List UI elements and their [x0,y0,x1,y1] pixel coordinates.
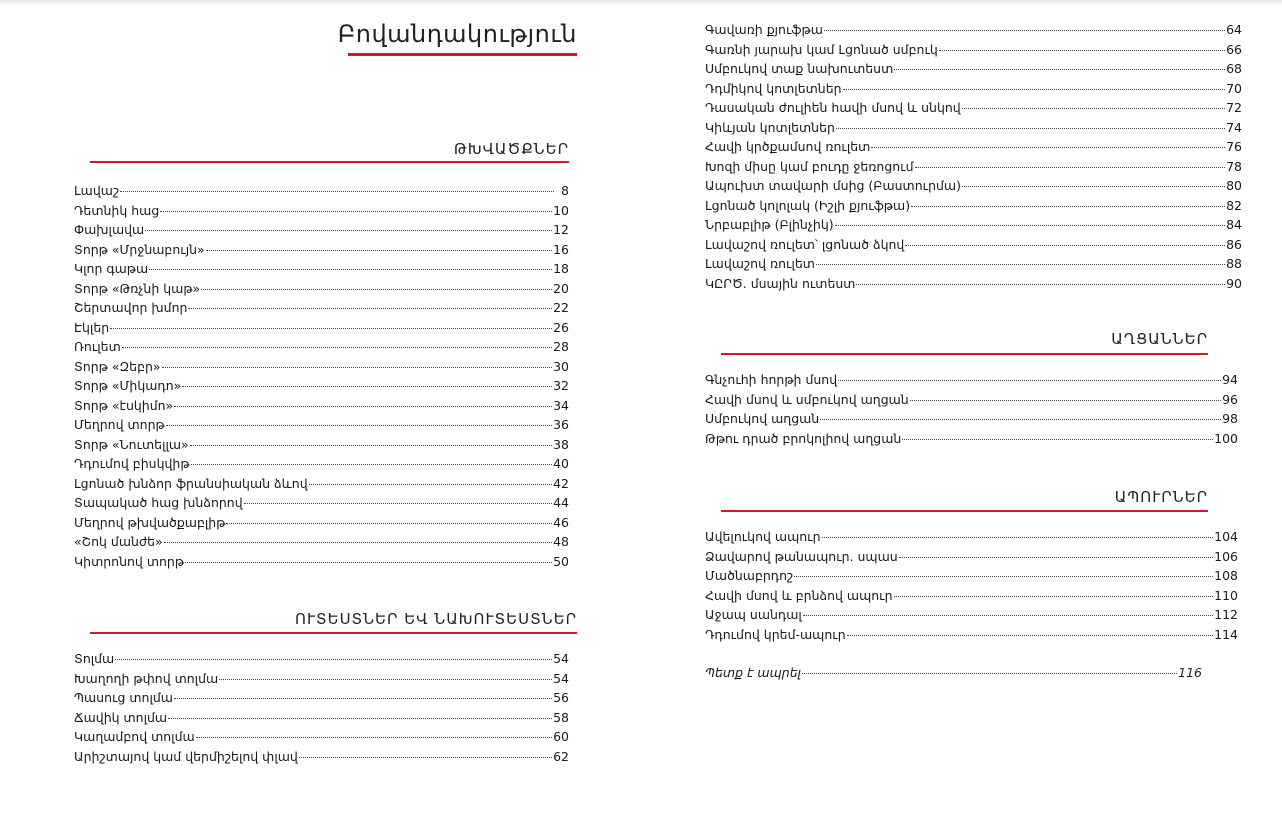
toc-entry [74,201,569,221]
toc-leader-dots [802,672,1177,674]
toc-leader-dots [185,561,552,563]
toc-entry-page-number: 72 [1226,100,1242,115]
toc-entry-page-number: 20 [553,280,569,296]
toc-entry-title: Պետք է ապրել [705,665,802,680]
toc-entry-page-number: 116 [1178,665,1202,680]
toc-entry-title: Լավաշով ռուլետ՝ լցոնած ձկով [705,236,905,252]
toc-entry-page-number: 112 [1214,607,1238,622]
toc-entry-page-number: 114 [1214,626,1238,642]
toc-entry [74,357,569,377]
toc-entry [74,376,569,396]
toc-entry-page-number: 54 [553,651,569,666]
toc-list [705,20,1242,293]
toc-entry [74,454,569,474]
toc-entry-title: Դդմիկով կոտլետներ [705,80,842,96]
toc-entry [705,390,1238,410]
toc-leader-dots [835,224,1225,226]
toc-entry [74,279,569,299]
toc-entry-title: Լցոնած խնձոր ֆրանսիական ձևով [74,475,308,491]
toc-leader-dots [188,307,552,309]
toc-list [705,370,1238,448]
toc-entry [74,688,569,708]
toc-entry-title: Խաղողի թփով տոլմա [74,670,219,686]
toc-entry [74,708,569,728]
toc-entry-page-number: 74 [1226,119,1242,135]
section-soups [705,488,1238,648]
toc-leader-dots [847,634,1214,636]
toc-leader-dots [856,283,1225,285]
toc-entry-title: «Շոկ մանժե» [74,534,163,549]
toc-leader-dots [838,379,1221,381]
toc-entry-title: Հավի մսով և բրնձով ապուր [705,587,893,603]
toc-leader-dots [115,658,552,660]
toc-entry-page-number: 30 [553,358,569,374]
toc-list [74,649,569,766]
toc-entry-page-number: 82 [1226,197,1242,213]
toc-entry-page-number: 90 [1226,275,1242,291]
toc-entry-title: Լավաշ [74,183,120,198]
toc-entry-title: Գավառի քյուֆթա [705,22,823,37]
toc-entry-title: Ռուլետ [74,339,121,354]
toc-leader-dots [168,717,552,719]
toc-entry-title: Պասուց տոլմա [74,690,173,705]
toc-entry-title: Դդումով կրեմ-ապուր [705,626,846,642]
toc-entry-title: Տորթ «Մրջնաբույն» [74,241,205,257]
toc-entry-page-number: 60 [553,729,569,744]
toc-entry-page-number: 54 [553,670,569,686]
toc-leader-dots [110,327,552,329]
toc-leader-dots [894,68,1225,70]
toc-leader-dots [196,736,552,738]
section-main-dishes [74,610,577,770]
toc-leader-dots [824,29,1225,31]
toc-entry-page-number: 28 [553,339,569,354]
section-rule [721,510,1208,512]
toc-entry [705,176,1242,196]
toc-entry [705,527,1238,547]
toc-leader-dots [164,541,552,543]
toc-entry [705,625,1238,645]
toc-entry-title: Տորթ «Զեբր» [74,358,161,374]
toc-entry [705,586,1238,606]
toc-entry-page-number: 40 [553,456,569,471]
toc-entry [705,118,1242,138]
toc-leader-dots [899,556,1213,558]
toc-leader-dots [822,536,1214,538]
toc-entry [74,259,569,279]
section-rule [721,353,1208,355]
toc-leader-dots [820,418,1221,420]
toc-entry-title: Խոզի միսը կամ բուդը ջեռոցում [705,158,914,174]
toc-entry-title: Մեղրով թխվածքաբլիթ [74,514,226,530]
toc-list [74,181,569,571]
toc-entry [74,513,569,533]
toc-entry-page-number: 26 [553,319,569,335]
toc-entry [74,727,569,747]
toc-entry-title: Գառնի յարախ կամ Լցոնած սմբուկ [705,41,938,57]
toc-entry-page-number: 42 [553,475,569,491]
toc-entry [705,547,1238,567]
toc-entry-page-number: 108 [1214,568,1238,583]
toc-entry-title: Դասական ժուլիեն հավի մսով և սնկով [705,100,961,115]
toc-leader-dots [816,263,1225,265]
toc-entry-title: Տապակած հաց խնձորով [74,495,243,510]
toc-entry-page-number: 100 [1214,430,1238,446]
toc-entry [705,40,1242,60]
toc-leader-dots [120,190,554,192]
toc-entry [74,298,569,318]
toc-entry-page-number: 32 [553,378,569,393]
toc-entry-page-number: 10 [553,202,569,218]
toc-leader-dots [226,522,552,524]
toc-entry-page-number: 96 [1222,391,1238,407]
toc-entry-title: Հավի մսով և սմբուկով աղցան [705,391,909,407]
toc-entry [74,415,569,435]
toc-entry-page-number: 88 [1226,256,1242,271]
toc-entry-title: Մածնաբրդոշ [705,568,794,583]
toc-entry [705,605,1238,625]
toc-entry-title: Կիևյան կոտլետներ [705,119,835,135]
toc-entry-title: Արիշտայով կամ վերմիշելով փլավ [74,748,298,764]
toc-entry [705,59,1242,79]
toc-entry-title: Սմբուկով տաք նախուտեստ [705,61,894,76]
section-salads [705,330,1238,450]
toc-entry-title: Տորթ «Թռչնի կաթ» [74,280,201,296]
toc-entry [74,747,569,767]
toc-entry-title: Ձավարով թանապուր. սպաս [705,548,898,564]
section-rule [90,161,569,163]
toc-entry-page-number: 68 [1226,61,1242,76]
toc-entry [705,254,1242,274]
toc-entry-page-number: 58 [553,709,569,725]
toc-entry [705,274,1242,294]
toc-entry-title: Տորթ «Միկադո» [74,378,182,393]
toc-entry-title: Կաղամբով տոլմա [74,729,195,744]
toc-entry-page-number: 18 [553,261,569,276]
section-heading: ԱՊՈՒՐՆԵՐ [1114,488,1208,506]
toc-entry-title: ԿԸՐԾ. մսային ուտեստ [705,275,856,291]
toc-entry-title: Ապուխտ տավարի մսից (Բաստուրմա) [705,178,961,193]
toc-entry [705,157,1242,177]
toc-entry [74,220,569,240]
toc-leader-dots [174,697,552,699]
title-underline [348,53,577,56]
toc-entry [74,396,569,416]
toc-entry-title: Տորթ «էսկիմո» [74,397,174,413]
toc-leader-dots [309,483,552,485]
toc-entry-title: Ավելուկով ապուր [705,529,821,544]
toc-entry-page-number: 48 [553,534,569,549]
toc-entry-title: Լցոնած կոլոլակ (Իշլի քյուֆթա) [705,197,911,213]
toc-entry-title: Տոլմա [74,651,115,666]
toc-entry-title: Դդումով բիսկվիթ [74,456,190,471]
toc-leader-dots [174,405,552,407]
toc-entry-page-number: 84 [1226,217,1242,232]
toc-leader-dots [962,107,1225,109]
toc-leader-dots [182,385,552,387]
toc-leader-dots [911,205,1225,207]
toc-leader-dots [962,185,1225,187]
toc-entry-page-number: 36 [553,417,569,432]
toc-entry [74,318,569,338]
toc-entry [705,215,1242,235]
toc-entry-page-number: 50 [553,553,569,569]
section-appetizers [74,140,569,569]
toc-entry-title: Շերտավոր խմոր [74,300,188,315]
toc-entry-title: Հավի կրծքամսով ռուլետ [705,139,871,154]
toc-entry-page-number: 62 [553,748,569,764]
toc-entry [74,669,569,689]
toc-entry [705,20,1242,40]
toc-entry [74,337,569,357]
section-continued [705,20,1242,300]
toc-leader-dots [794,575,1213,577]
toc-entry-title: Սմբուկով աղցան [705,411,820,426]
toc-entry-page-number: 66 [1226,41,1242,57]
toc-entry-title: Փախլավա [74,222,145,237]
toc-entry-title: Կիտրոնով տորթ [74,553,185,569]
toc-leader-dots [836,127,1225,129]
toc-entry-title: Գնչուհի հորթի մսով [705,372,838,387]
toc-entry-page-number: 56 [553,690,569,705]
toc-entry [74,532,569,552]
toc-leader-dots [902,438,1213,440]
toc-entry [705,79,1242,99]
toc-entry [74,240,569,260]
toc-entry [74,552,569,572]
toc-leader-dots [939,49,1225,51]
toc-entry [705,196,1242,216]
toc-list [705,663,1202,683]
toc-leader-dots [843,88,1226,90]
toc-entry [74,493,569,513]
toc-leader-dots [871,146,1225,148]
toc-entry-title: Լավաշով ռուլետ [705,256,815,271]
toc-entry-title: Նրբաբլիթ (Բլինչիկ) [705,217,834,232]
toc-leader-dots [145,229,552,231]
toc-leader-dots [191,463,553,465]
toc-entry [74,474,569,494]
toc-entry-page-number: 34 [553,397,569,413]
toc-leader-dots [244,502,552,504]
toc-leader-dots [905,244,1225,246]
toc-entry [705,429,1238,449]
toc-entry-page-number: 104 [1214,529,1238,544]
toc-entry [74,181,569,201]
toc-entry-title: Դետնիկ հաց [74,202,160,218]
page-title: Բովանդակություն [337,20,577,48]
section-heading: ՈՒՏԵՍՏՆԵՐ ԵՎ ՆԱԽՈՒՏԵՍՏՆԵՐ [294,610,577,628]
toc-entry [74,649,569,669]
toc-entry-page-number: 80 [1226,178,1242,193]
toc-entry-title: Մեղրով տորթ [74,417,165,432]
toc-entry [705,663,1202,683]
toc-entry-page-number: 38 [553,436,569,452]
section-heading: ԱՂՑԱՆՆԵՐ [1111,330,1208,348]
toc-entry [705,566,1238,586]
toc-entry [705,98,1242,118]
toc-leader-dots [190,444,552,446]
toc-leader-dots [160,210,552,212]
toc-entry-page-number: 110 [1214,587,1238,603]
toc-entry-title: Ճավիկ տոլմա [74,709,168,725]
toc-leader-dots [803,614,1213,616]
toc-entry-page-number: 44 [553,495,569,510]
toc-leader-dots [166,424,552,426]
toc-leader-dots [299,756,552,758]
toc-entry-page-number: 76 [1226,139,1242,154]
toc-leader-dots [219,678,552,680]
right-page [641,0,1282,825]
toc-entry-title: Էկլեր [74,319,110,335]
toc-entry-page-number: 94 [1222,372,1238,387]
toc-leader-dots [201,288,552,290]
toc-entry-title: Կլոր գաթա [74,261,149,276]
toc-entry-page-number: 86 [1226,236,1242,252]
toc-entry [705,137,1242,157]
toc-entry-page-number: 22 [553,300,569,315]
toc-entry [74,435,569,455]
toc-entry-page-number: 70 [1226,80,1242,96]
toc-entry-title: Տորթ «Նուտելլա» [74,436,189,452]
toc-leader-dots [206,249,552,251]
toc-entry-page-number: 64 [1226,22,1242,37]
toc-leader-dots [910,399,1221,401]
toc-entry-page-number: 8 [561,183,569,198]
section-rule [90,632,577,634]
toc-entry-page-number: 98 [1222,411,1238,426]
toc-entry-page-number: 46 [553,514,569,530]
toc-entry-page-number: 78 [1226,158,1242,174]
toc-entry-title: Թթու դրած բրոկոլիով աղցան [705,430,902,446]
toc-leader-dots [894,595,1214,597]
toc-leader-dots [162,366,553,368]
toc-leader-dots [915,166,1226,168]
toc-entry-page-number: 106 [1214,548,1238,564]
toc-entry [705,370,1238,390]
toc-entry-title: Աջապ սանդալ [705,607,802,622]
toc-list [705,527,1238,644]
section-heading: ԹԽՎԱԾՔՆԵՐ [453,140,569,158]
toc-leader-dots [149,268,552,270]
toc-entry [705,235,1242,255]
toc-entry-page-number: 12 [553,222,569,237]
section-closing [705,663,1202,687]
toc-entry [705,409,1238,429]
toc-leader-dots [122,346,552,348]
toc-entry-page-number: 16 [553,241,569,257]
